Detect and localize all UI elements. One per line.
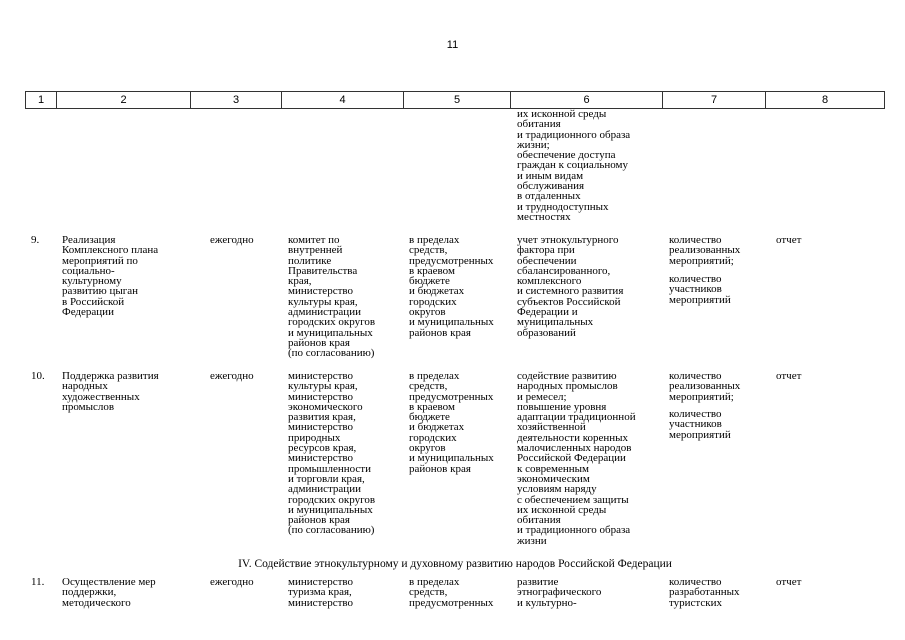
header-cell-7: 7 — [663, 92, 766, 108]
header-cell-1: 1 — [26, 92, 57, 108]
row-activity: Реализация Комплексного плана мероприятий по социально- культурному развитию цыган в Российской Федерации — [62, 234, 159, 319]
page-number: 11 — [446, 39, 459, 51]
header-cell-3: 3 — [191, 92, 282, 108]
row-indicator: количество участников мероприятий — [669, 408, 731, 441]
row-executor: министерство туризма края, министерство — [288, 576, 354, 609]
row-indicator: количество реализованных мероприятий; — [669, 234, 741, 267]
header-cell-5: 5 — [404, 92, 511, 108]
table-header-row — [25, 91, 885, 109]
row-indicator: количество реализованных мероприятий; — [669, 370, 741, 403]
row-funding: в пределах средств, предусмотренных в краевом бюджете и бюджетах городских округов и муниципальных районов края — [409, 234, 494, 339]
section-heading: IV. Содействие этнокультурному и духовному развитию народов Российской Федерации — [238, 558, 672, 570]
row-result: содействие развитию народных промыслов и ремесел; повышение уровня адаптации традиционной хозяйственной деятельности коренных малочисленных народов Российской Федерации к современным экономическим условиям наряду с обеспечением защиты их исконной среды обитания и традиционного образа жизни — [517, 370, 636, 547]
row-number: 10. — [31, 370, 45, 382]
row-number: 9. — [31, 234, 40, 246]
continuation-result: их исконной среды обитания и традиционного образа жизни; обеспечение доступа граждан к социальному и иным видам обслуживания в отдаленных и труднодоступных местностях — [517, 108, 631, 223]
row-period: ежегодно — [210, 576, 254, 588]
row-indicator: количество разработанных туристских — [669, 576, 740, 609]
row-report: отчет — [776, 576, 802, 588]
row-result: учет этнокультурного фактора при обеспечении сбалансированного, комплексного и системного развития субъектов Российской Федерации и муниципальных образований — [517, 234, 624, 339]
row-report: отчет — [776, 234, 802, 246]
row-period: ежегодно — [210, 234, 254, 246]
row-number: 11. — [31, 576, 45, 588]
row-executor: комитет по внутренней политике Правительства края, министерство культуры края, администрации городских округов и муниципальных районов края (по согласованию) — [288, 234, 376, 360]
header-cell-6: 6 — [511, 92, 663, 108]
row-funding: в пределах средств, предусмотренных — [409, 576, 494, 609]
row-report: отчет — [776, 370, 802, 382]
header-cell-4: 4 — [282, 92, 404, 108]
row-activity: Осуществление мер поддержки, методического — [62, 576, 156, 609]
row-executor: министерство культуры края, министерство экономического развития края, министерство природных ресурсов края, министерство промышленности и торговли края, администрации городских округов и муниципальных районов края (по согласованию) — [288, 370, 376, 537]
row-period: ежегодно — [210, 370, 254, 382]
row-indicator: количество участников мероприятий — [669, 273, 731, 306]
row-result: развитие этнографического и культурно- — [517, 576, 602, 609]
row-funding: в пределах средств, предусмотренных в краевом бюджете и бюджетах городских округов и муниципальных районов края — [409, 370, 494, 475]
row-activity: Поддержка развития народных художественных промыслов — [62, 370, 159, 413]
header-cell-2: 2 — [57, 92, 191, 108]
header-cell-8: 8 — [821, 94, 829, 106]
